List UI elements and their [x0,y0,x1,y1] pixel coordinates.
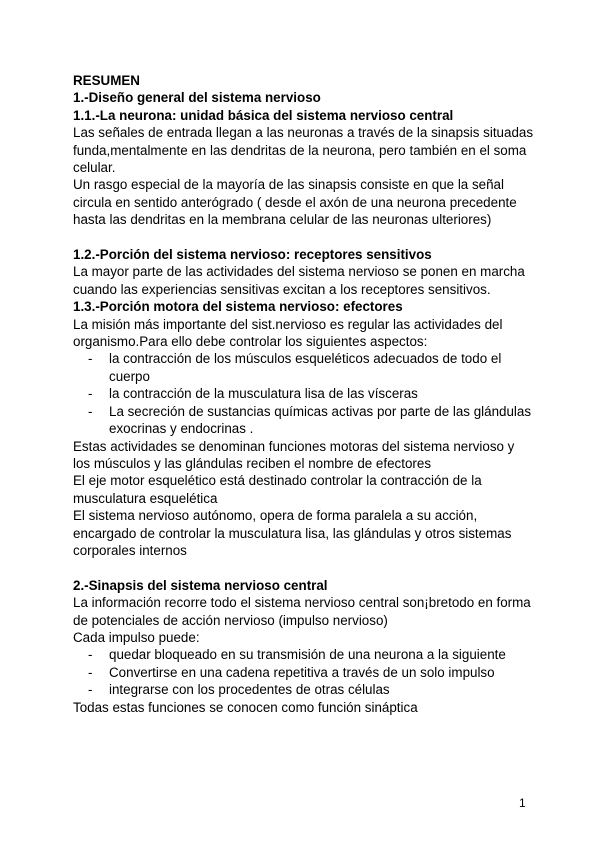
paragraph-line: de potenciales de acción nervioso (impulso nervioso) [73,612,388,628]
paragraph-line: La misión más importante del sist.nervioso es regular las actividades del [73,316,503,332]
paragraph-line: musculatura esquelética [73,490,218,506]
paragraph-line: hasta las dendritas en la membrana celular de las neuronas ulteriores) [73,212,492,228]
list-item-text: la contracción de los músculos esqueléticos adecuados de todo el [109,351,502,367]
paragraph-line: cuando las experiencias sensitivas excitan a los receptores sensitivos. [73,281,491,297]
list-item-text: quedar bloqueado en su transmisión de una neurona a la siguiente [109,647,506,663]
bullet-dash: - [88,682,93,698]
blank-line [73,559,533,576]
document-body [73,72,533,716]
paragraph-line: circula en sentido anterógrado ( desde el axón de una neurona precedente [73,194,517,210]
paragraph-line: Cada impulso puede: [73,629,200,645]
paragraph-line: Estas actividades se denominan funciones motoras del sistema nervioso y [73,438,515,454]
list-item [73,385,533,402]
blank-line [73,229,533,246]
list-item [73,403,533,420]
paragraph-line: La mayor parte de las actividades del sistema nervioso se ponen en marcha [73,264,525,280]
bullet-dash: - [88,386,93,402]
paragraph-line: El eje motor esquelético está destinado controlar la contracción de la [73,473,482,489]
paragraph-line: corporales internos [73,542,187,558]
list-item-text: la contracción de la musculatura lisa de las vísceras [109,386,418,402]
section-1-heading: 1.-Diseño general del sistema nervioso [73,90,321,106]
section-2-heading: 2.-Sinapsis del sistema nervioso central [73,577,328,593]
bullet-dash: - [88,351,93,367]
list-item [73,350,533,367]
list-item [73,681,533,698]
section-1-3-heading: 1.3.-Porción motora del sistema nervioso: efectores [73,299,403,315]
paragraph-line: Las señales de entrada llegan a las neuronas a través de la sinapsis situadas [73,125,534,141]
list-item-text: Convertirse en una cadena repetitiva a través de un solo impulso [109,664,495,680]
list-item [73,664,533,681]
list-item-text: La secreción de sustancias químicas activas por parte de las glándulas [109,403,532,419]
bullet-dash: - [88,647,93,663]
section-1-1-heading: 1.1.-La neurona: unidad básica del sistema nervioso central [73,107,454,123]
list-item-continuation: cuerpo [109,368,150,384]
list-item-text: integrarse con los procedentes de otras células [109,682,390,698]
paragraph-line: organismo.Para ello debe controlar los siguientes aspectos: [73,334,428,350]
paragraph-line: La información recorre todo el sistema nervioso central son¡bretodo en forma [73,595,531,611]
document-title: RESUMEN [73,73,140,88]
paragraph-line: celular. [73,160,116,176]
paragraph-line: El sistema nervioso autónomo, opera de forma paralela a su acción, [73,508,478,524]
paragraph-line: funda,mentalmente en las dendritas de la neurona, pero también en el soma [73,142,527,158]
paragraph-line: Un rasgo especial de la mayoría de las sinapsis consiste en que la señal [73,177,504,193]
list-item [73,646,533,663]
list-item-continuation: exocrinas y endocrinas . [109,421,254,437]
bullet-dash: - [88,664,93,680]
page-number: 1 [519,796,526,810]
section-1-2-heading: 1.2.-Porción del sistema nervioso: receptores sensitivos [73,247,432,263]
paragraph-line: encargado de controlar la musculatura lisa, las glándulas y otros sistemas [73,525,512,541]
paragraph-line: los músculos y las glándulas reciben el nombre de efectores [73,455,432,471]
paragraph-line: Todas estas funciones se conocen como función sináptica [73,699,418,715]
bullet-dash: - [88,403,93,419]
